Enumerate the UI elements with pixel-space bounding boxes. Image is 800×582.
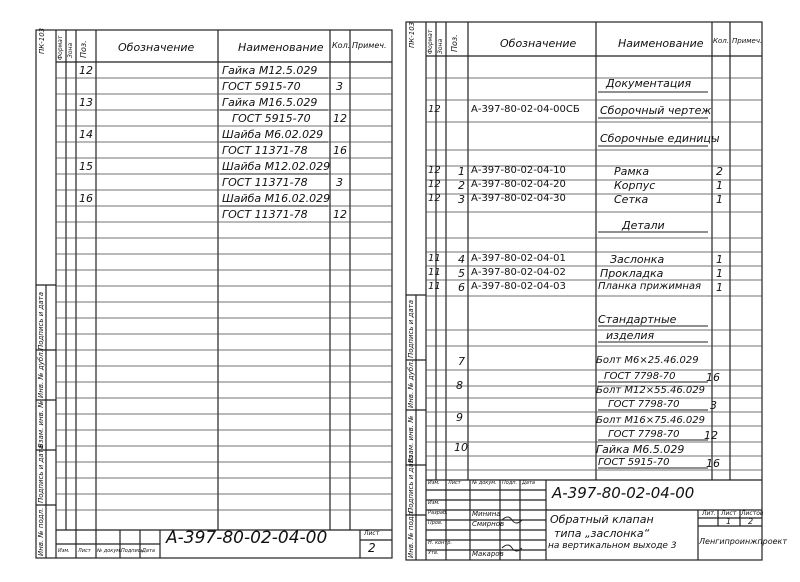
title-block-sheet-no: 1 (726, 517, 732, 526)
right-row-pos: 6 (458, 281, 465, 294)
right-corner-code: ПК-103 (408, 21, 416, 48)
right-side-label: Подпись и дата (407, 300, 415, 358)
left-header-name: Наименование (238, 41, 324, 54)
right-row-name: Болт М12×55.46.029 (596, 385, 705, 396)
left-footer-sheet-no: 2 (368, 541, 376, 555)
right-row-pos: 9 (456, 411, 463, 424)
left-row-name: Шайба М16.02.029 (222, 192, 331, 205)
left-row-pos: 16 (79, 192, 93, 205)
title-block-title-line2: типа „заслонка“ (554, 527, 650, 540)
left-footer-col: Подпись (121, 548, 144, 554)
left-row-qty: 16 (333, 144, 347, 157)
right-row-name: Заслонка (610, 253, 665, 266)
right-row-name: Болт М16×75.46.029 (596, 415, 705, 426)
right-side-label: Взам. инв. № (407, 415, 415, 463)
left-row-name: Гайка М12.5.029 (222, 64, 318, 77)
left-footer-col: Лист (78, 548, 91, 554)
title-block-lit-label: Лит. (702, 510, 716, 517)
right-row-fmt: 12 (428, 179, 441, 190)
title-block-sheets-total: 2 (748, 517, 754, 526)
left-sheet-frame (36, 27, 392, 558)
right-row-designation: А-397-80-02-04-00СБ (471, 104, 580, 115)
right-row-pos: 2 (458, 179, 465, 192)
right-row-designation: А-397-80-02-04-30 (471, 193, 566, 204)
right-row-qty: 1 (716, 281, 723, 294)
right-row-qty: 1 (716, 179, 723, 192)
right-row-pos: 4 (458, 253, 465, 266)
left-row-pos: 12 (79, 64, 93, 77)
right-row-fmt: 11 (428, 253, 441, 264)
left-footer-col: Дата (142, 548, 155, 554)
right-row-name: ГОСТ 7798-70 (608, 399, 680, 410)
left-corner-code: ПК-103 (38, 27, 46, 54)
left-row-name: ГОСТ 11371-78 (222, 208, 308, 221)
right-row-name: Корпус (614, 179, 656, 192)
right-row-fmt: 12 (428, 193, 441, 204)
left-row-name: Шайба М6.02.029 (222, 128, 324, 141)
right-row-name: Болт М6×25.46.029 (596, 355, 699, 366)
left-sheet-rows (56, 78, 392, 510)
title-block-col: Дата (522, 480, 535, 486)
left-row-qty: 12 (333, 208, 347, 221)
right-row-qty: 3 (710, 399, 717, 412)
title-block-sheet-label: Лист (721, 510, 737, 517)
right-row-name: Сборочные единицы (600, 132, 720, 145)
title-block-row-label: Изм. (428, 500, 440, 506)
left-side-label: Подпись и дата (37, 445, 45, 503)
right-row-name: Рамка (614, 165, 650, 178)
left-row-pos: 14 (79, 128, 93, 141)
right-row-qty: 12 (704, 429, 718, 442)
right-row-fmt: 11 (428, 267, 441, 278)
right-row-name: Сборочный чертеж (600, 104, 712, 117)
right-row-fmt: 12 (428, 104, 441, 115)
right-row-designation: А-397-80-02-04-20 (471, 179, 566, 190)
right-row-designation: А-397-80-02-04-03 (471, 281, 566, 292)
title-block-row-label: Н. контр. (428, 540, 452, 546)
title-block-name: Смирнов (472, 520, 505, 528)
right-row-fmt: 12 (428, 165, 441, 176)
left-side-label: Инв. № дубл. (37, 350, 45, 398)
left-header-designation: Обозначение (118, 41, 195, 54)
right-row-name: Гайка М6.5.029 (596, 443, 685, 456)
title-block-col: Изм. (428, 480, 440, 486)
left-row-name: ГОСТ 11371-78 (222, 176, 308, 189)
right-row-fmt: 11 (428, 281, 441, 292)
right-row-pos: 7 (458, 355, 465, 368)
right-side-label: Инв. № подл. (407, 509, 415, 558)
left-row-pos: 15 (79, 160, 93, 173)
right-header-pos: Поз. (450, 34, 459, 52)
right-row-pos: 5 (458, 267, 465, 280)
title-block-title-line1: Обратный клапан (550, 513, 654, 526)
right-row-pos: 3 (458, 193, 465, 206)
title-block-designation: А-397-80-02-04-00 (552, 484, 695, 502)
right-row-pos: 1 (458, 165, 465, 178)
left-row-name: Гайка М16.5.029 (222, 96, 318, 109)
left-footer-col: № докум. (97, 548, 122, 554)
right-header-qty: Кол. (713, 37, 729, 45)
left-row-name: ГОСТ 11371-78 (222, 144, 308, 157)
right-row-name: изделия (606, 329, 655, 342)
right-row-qty: 1 (716, 267, 723, 280)
left-row-name: Шайба М12.02.029 (222, 160, 331, 173)
title-block-title-line3: на вертикальном выходе 3 (548, 541, 677, 551)
left-footer-designation: А-397-80-02-04-00 (166, 528, 328, 548)
left-footer-sheet-label: Лист (364, 530, 380, 537)
right-row-qty: 16 (706, 371, 720, 384)
title-block-col: Подп. (502, 480, 518, 486)
left-side-label: Инв. № подл. (37, 507, 45, 556)
left-row-qty: 12 (333, 112, 347, 125)
left-side-label: Взам. инв. № (37, 400, 45, 448)
left-header-format: Формат (57, 35, 64, 60)
right-row-designation: А-397-80-02-04-02 (471, 267, 566, 278)
left-header-zone: Зона (67, 42, 74, 58)
right-header-note: Примеч. (732, 37, 763, 45)
title-block-row-label: Пров. (428, 520, 443, 526)
right-row-name: ГОСТ 7798-70 (604, 371, 676, 382)
right-row-name: ГОСТ 7798-70 (608, 429, 680, 440)
right-row-qty: 16 (706, 457, 720, 470)
title-block-name: Макаров (472, 550, 504, 558)
title-block-row-label: Утв. (428, 550, 439, 556)
right-row-qty: 1 (716, 253, 723, 266)
left-row-pos: 13 (79, 96, 93, 109)
right-header-designation: Обозначение (500, 37, 577, 50)
right-row-name: Прокладка (600, 267, 664, 280)
right-side-label: Инв. № дубл. (407, 360, 415, 408)
left-row-qty: 3 (336, 80, 343, 93)
left-header-pos: Поз. (79, 40, 88, 58)
right-row-qty: 1 (716, 193, 723, 206)
left-side-label: Подпись и дата (37, 292, 45, 350)
right-header-format: Формат (427, 29, 434, 54)
title-block-org: Ленгипроинжпроект (699, 537, 788, 546)
right-row-pos: 8 (456, 379, 463, 392)
title-block-col: Лист (448, 480, 461, 486)
left-row-name: ГОСТ 5915-70 (222, 80, 301, 93)
left-header-note: Примеч. (352, 41, 387, 50)
right-row-qty: 2 (716, 165, 723, 178)
right-row-name: Стандартные (598, 313, 677, 326)
right-side-label: Подпись и дата (407, 455, 415, 513)
right-row-designation: А-397-80-02-04-10 (471, 165, 566, 176)
right-row-pos: 10 (454, 441, 468, 454)
left-row-name: ГОСТ 5915-70 (232, 112, 311, 125)
title-block-col: № докум. (472, 480, 497, 486)
right-row-name: Детали (622, 219, 665, 232)
left-row-qty: 3 (336, 176, 343, 189)
title-block-name: Минина (472, 510, 501, 518)
right-row-name: Документация (606, 77, 692, 90)
right-row-name: Планка прижимная (598, 281, 702, 292)
right-header-zone: Зона (437, 38, 444, 54)
title-block-sheets-label: Листов (741, 510, 764, 517)
title-block-row-label: Разраб. (428, 510, 448, 516)
right-row-name: ГОСТ 5915-70 (598, 457, 670, 468)
left-footer-col: Изм. (58, 548, 70, 554)
right-row-name: Сетка (614, 193, 649, 206)
right-row-designation: А-397-80-02-04-01 (471, 253, 566, 264)
left-header-qty: Кол. (332, 41, 351, 50)
right-header-name: Наименование (618, 37, 704, 50)
